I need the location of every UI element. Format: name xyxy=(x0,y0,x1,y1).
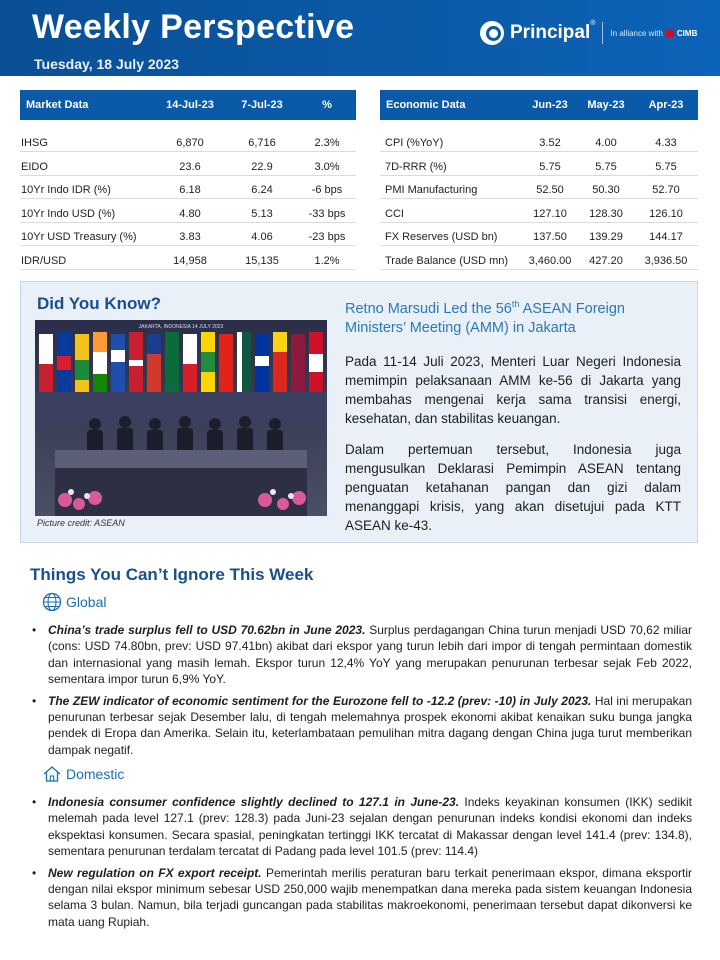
table-row xyxy=(20,199,356,223)
table-row xyxy=(380,175,698,199)
cimb-logo-icon xyxy=(666,29,674,37)
row-label: 10Yr USD Treasury (%) xyxy=(20,222,154,246)
table-row xyxy=(20,222,356,246)
table-cell: 139.29 xyxy=(578,222,634,246)
table-cell: -23 bps xyxy=(298,222,356,246)
table-cell: 52.70 xyxy=(634,175,698,199)
table-cell: -33 bps xyxy=(298,199,356,223)
asean-meeting-photo xyxy=(35,320,327,516)
feature-paragraph-2: Dalam pertemuan tersebut, Indonesia juga mengusulkan Deklarasi Pemimpin ASEAN tentang penguatan ketahanan pangan dan gizi dalam menanggapi krisis, yang akan disetujui pada KTT ASEAN ke-43. xyxy=(345,442,681,533)
table-cell: 126.10 xyxy=(634,199,698,223)
table-cell: 4.00 xyxy=(578,128,634,152)
global-label: Global xyxy=(66,594,107,610)
column-header: 7-Jul-23 xyxy=(226,90,298,120)
publication-date: Tuesday, 18 July 2023 xyxy=(34,56,180,72)
table-cell: 50.30 xyxy=(578,175,634,199)
list-item xyxy=(32,865,692,931)
news-body: Indeks keyakinan konsumen (IKK) sedikit melemah pada level 127.1 (prev: 128.3) pada Juni-23 sejalan dengan penurunan indeks kondisi ekonomi dan indeks ekspektasi konsumen. Secara spasial, peningkatan tertinggi IKK tercatat di Makassar dengan level 141.4 (prev: 134.8), sementara penurunan terdalam tercatat di Padang pada level 101.5 (prev: 114.4) xyxy=(48,795,692,859)
list-item xyxy=(32,794,692,860)
column-header: Market Data xyxy=(20,90,154,120)
news-body: Pemerintah merilis peraturan baru terkait penerimaan ekspor, dimana eksportir dengan nilai ekspor minimum sebesar USD 250,000 wajib menempatkan dana mereka pada sistem keuangan Indonesia selama 3 bulan. Namun, bila terjadi guncangan pada stabilitas makroekonomi, penerimaan tersebut dapat dikonversi ke mata uang Rupiah. xyxy=(48,865,692,929)
table-cell: 6.18 xyxy=(154,175,226,199)
section-title: Things You Can’t Ignore This Week xyxy=(30,565,314,584)
table-cell: 6,716 xyxy=(226,128,298,152)
page-title: Weekly Perspective xyxy=(32,8,355,46)
principal-logo xyxy=(480,18,700,48)
table-cell: 52.50 xyxy=(522,175,578,199)
row-label: FX Reserves (USD bn) xyxy=(380,222,522,246)
header-banner xyxy=(0,0,720,76)
table-cell: 23.6 xyxy=(154,152,226,176)
photo-credit: Picture credit: ASEAN xyxy=(37,518,125,528)
table-cell: 3.0% xyxy=(298,152,356,176)
economic-data-table xyxy=(380,90,698,270)
column-header: 14-Jul-23 xyxy=(154,90,226,120)
table-cell: 5.13 xyxy=(226,199,298,223)
alliance-text: In alliance with xyxy=(610,28,663,38)
table-cell: 4.80 xyxy=(154,199,226,223)
table-row xyxy=(20,128,356,152)
domestic-subheading xyxy=(42,764,124,784)
column-header: % xyxy=(298,90,356,120)
asean-meeting-illustration xyxy=(35,320,327,516)
table-cell: 4.33 xyxy=(634,128,698,152)
domestic-news-list xyxy=(32,794,692,930)
globe-icon xyxy=(42,592,62,612)
feature-title: Retno Marsudi Led the 56th ASEAN Foreign Ministers’ Meeting (AMM) in Jakarta xyxy=(345,299,625,336)
table-header-row xyxy=(20,90,356,120)
table-cell: 15,135 xyxy=(226,246,298,270)
feature-paragraph-1: Pada 11-14 Juli 2023, Menteri Luar Negeri Indonesia memimpin pelaksanaan AMM ke-56 di Jakarta yang membahas mengenai kerja sama transisi energi, kesehatan, dan stabilitas keuangan. xyxy=(345,354,681,426)
market-data-table xyxy=(20,90,356,270)
table-cell: 128.30 xyxy=(578,199,634,223)
row-label: CCI xyxy=(380,199,522,223)
did-you-know-heading: Did You Know? xyxy=(37,294,162,313)
table-cell: 3,460.00 xyxy=(522,246,578,270)
table-row xyxy=(20,246,356,270)
table-cell: 3.52 xyxy=(522,128,578,152)
row-label: EIDO xyxy=(20,152,154,176)
table-cell: 5.75 xyxy=(578,152,634,176)
row-label: 10Yr Indo USD (%) xyxy=(20,199,154,223)
table-row xyxy=(380,128,698,152)
table-cell: 5.75 xyxy=(634,152,698,176)
table-cell: 5.75 xyxy=(522,152,578,176)
row-label: 7D-RRR (%) xyxy=(380,152,522,176)
table-row xyxy=(20,175,356,199)
principal-logo-icon xyxy=(480,21,504,45)
column-header: Economic Data xyxy=(380,90,522,120)
table-cell: -6 bps xyxy=(298,175,356,199)
table-row xyxy=(380,222,698,246)
table-row xyxy=(20,152,356,176)
list-item xyxy=(32,693,692,759)
row-label: Trade Balance (USD mn) xyxy=(380,246,522,270)
news-headline: The ZEW indicator of economic sentiment for the Eurozone fell to -12.2 (prev: -10) in July 2023. xyxy=(48,693,592,708)
news-body: Surplus perdagangan China turun menjadi USD 70,62 miliar (cons: USD 74.80bn, prev: USD 97.41bn) akibat dari ekspor yang turun lebih dari impor di tengah permintaan domestik dan internasional yang masih lemah. Ekspor turun 12,4% YoY yang merupakan penurunan terbesar sejak Feb 2022, sementara impor turun 6,9% YoY. xyxy=(48,623,692,687)
table-cell: 22.9 xyxy=(226,152,298,176)
domestic-label: Domestic xyxy=(66,766,125,782)
brand-registered-mark: ® xyxy=(590,20,596,27)
news-headline: Indonesia consumer confidence slightly declined to 127.1 in June-23. xyxy=(48,795,460,809)
global-subheading xyxy=(42,592,106,612)
list-item xyxy=(32,622,692,688)
photo-caption: JAKARTA, INDONESIA 14 JULY 2023 xyxy=(138,324,224,330)
row-label: CPI (%YoY) xyxy=(380,128,522,152)
news-body: Hal ini merupakan penurunan terbesar sejak Desember lalu, di tengah melemahnya prospek ekonomi akibat kenaikan suku bunga jangka pendek di Eropa dan Amerika. Selain itu, keterlambataan pemulihan mitra dagang dengan China juga turut memberikan dampak negatif. xyxy=(48,693,692,757)
row-label: IHSG xyxy=(20,128,154,152)
table-cell: 127.10 xyxy=(522,199,578,223)
table-cell: 3.83 xyxy=(154,222,226,246)
table-row xyxy=(380,246,698,270)
did-you-know-box xyxy=(20,281,698,543)
row-label: PMI Manufacturing xyxy=(380,175,522,199)
table-cell: 4.06 xyxy=(226,222,298,246)
table-cell: 6.24 xyxy=(226,175,298,199)
table-cell: 6,870 xyxy=(154,128,226,152)
table-row xyxy=(380,152,698,176)
table-cell: 137.50 xyxy=(522,222,578,246)
news-headline: China’s trade surplus fell to USD 70.62bn in June 2023. xyxy=(48,623,366,637)
row-label: 10Yr Indo IDR (%) xyxy=(20,175,154,199)
global-news-list xyxy=(32,622,692,758)
column-header: Apr-23 xyxy=(634,90,698,120)
table-cell: 1.2% xyxy=(298,246,356,270)
brand-name: Principal xyxy=(510,22,591,43)
table-cell: 2.3% xyxy=(298,128,356,152)
table-cell: 427.20 xyxy=(578,246,634,270)
home-icon xyxy=(42,764,62,784)
table-cell: 14,958 xyxy=(154,246,226,270)
table-row xyxy=(380,199,698,223)
partner-name: CIMB xyxy=(676,28,698,38)
logo-divider xyxy=(602,22,603,44)
column-header: Jun-23 xyxy=(522,90,578,120)
table-cell: 144.17 xyxy=(634,222,698,246)
table-header-row xyxy=(380,90,698,120)
row-label: IDR/USD xyxy=(20,246,154,270)
table-cell: 3,936.50 xyxy=(634,246,698,270)
news-headline: New regulation on FX export receipt. xyxy=(48,865,262,880)
column-header: May-23 xyxy=(578,90,634,120)
